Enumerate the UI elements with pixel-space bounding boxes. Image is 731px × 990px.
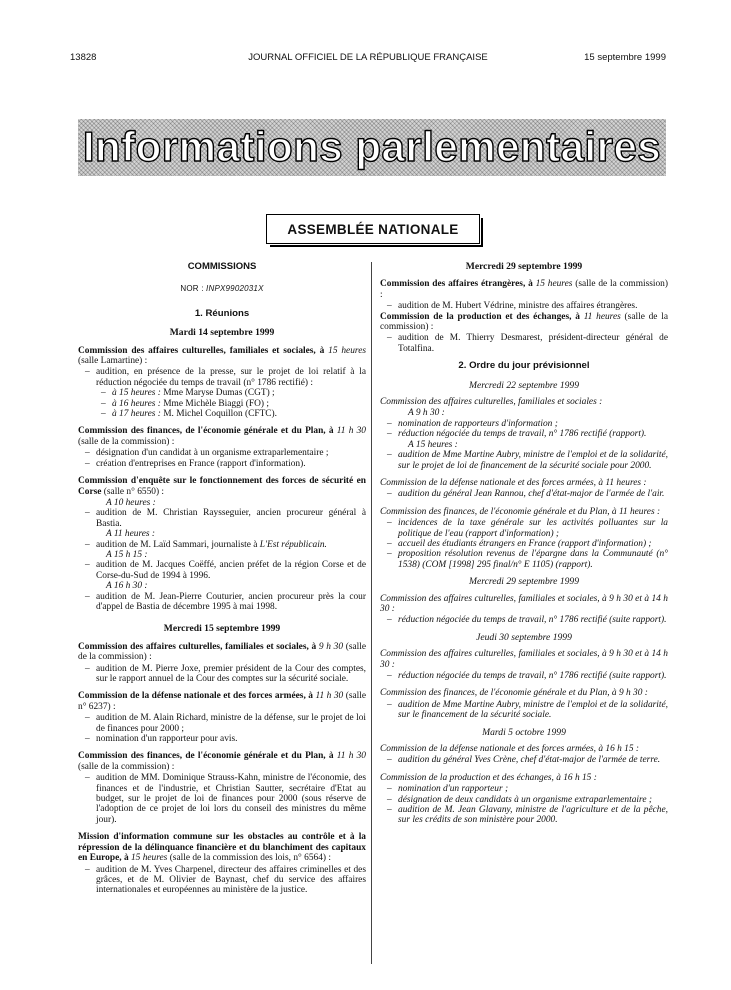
- list-item: – audition de M. Jacques Coëffé, ancien préfet de la région Corse et de Corse-du-Sud de 1994 à 1996.: [78, 560, 366, 581]
- list-item: – réduction négociée du temps de travail, n° 1786 rectifié (rapport).: [380, 429, 668, 439]
- time-label: A 10 heures :: [106, 497, 156, 508]
- subsection-title: 2. Ordre du jour prévisionnel: [458, 360, 590, 372]
- committee-entry: Commission des finances, de l'économie générale et du Plan, à 11 heures :: [380, 506, 661, 517]
- date-heading: Mercredi 29 septembre 1999: [465, 261, 583, 272]
- issue-date: 15 septembre 1999: [584, 52, 666, 63]
- list-item: – audition de MM. Dominique Strauss-Kahn, ministre de l'économie, des finances et de l'industrie, et Christian Sautter, secrétaire d'Etat au budget, sur le projet de loi de finances pour 2000 (sous réserve de l'adoption de ce projet de loi lors du conseil des ministres du même jour).: [78, 773, 366, 825]
- committee-entry: Commission des affaires culturelles, familiales et sociales, à 15 heures (salle Lamartine) :: [78, 345, 366, 367]
- committee-entry: Commission des finances, de l'économie générale et du Plan, à 9 h 30 :: [380, 688, 648, 699]
- list-item: – audition de M. Yves Charpenel, directeur des affaires criminelles et des grâces, et de M. Olivier de Baynast, chef du service des affaires internationales et européennes au ministère de la justice.: [78, 865, 366, 896]
- list-item: – audition, en présence de la presse, sur le projet de loi relatif à la réduction négociée du temps de travail (n° 1786 rectifié) :: [78, 367, 366, 388]
- committee-entry: Commission des affaires culturelles, familiales et sociales, à 9 h 30 et à 14 h 30 :: [380, 593, 668, 614]
- section-banner: [78, 119, 666, 176]
- committee-entry: Commission de la défense nationale et des forces armées, à 11 heures :: [380, 477, 647, 488]
- list-item: – audition de M. Pierre Joxe, premier président de la Cour des comptes, sur le rapport annuel de la Cour des comptes sur la sécurité sociale.: [78, 664, 366, 685]
- section-title: COMMISSIONS: [187, 261, 257, 272]
- list-item: – désignation d'un candidat à un organisme extraparlementaire ;: [78, 448, 366, 458]
- list-item: – audition de Mme Martine Aubry, ministre de l'emploi et de la solidarité, sur le projet de loi de financement de la sécurité sociale pour 2000.: [380, 450, 668, 471]
- committee-entry: Commission de la défense nationale et des forces armées, à 16 h 15 :: [380, 744, 639, 755]
- committee-entry: Commission des affaires étrangères, à 15 heures (salle de la commission) :: [380, 279, 668, 300]
- list-item: – réduction négociée du temps de travail, n° 1786 rectifié (suite rapport).: [380, 615, 668, 625]
- list-item: – à 17 heures : M. Michel Coquillon (CFTC).: [78, 409, 366, 419]
- date-heading: Mercredi 15 septembre 1999: [163, 623, 281, 635]
- date-heading: Mardi 14 septembre 1999: [169, 327, 275, 339]
- list-item: – audition de M. Laïd Sammari, journaliste à L'Est républicain.: [78, 540, 366, 550]
- committee-entry: Commission de la production et des échanges, à 16 h 15 :: [380, 772, 597, 783]
- committee-entry: Mission d'information commune sur les obstacles au contrôle et à la répression de la délinquance financière et du blanchiment des capitaux en Europe, à 15 heures (salle de la commission des lois, n° 6564) :: [78, 832, 366, 864]
- column-divider: [371, 262, 372, 964]
- page-number: 13828: [70, 52, 97, 63]
- committee-entry: Commission des affaires culturelles, familiales et sociales :: [380, 397, 603, 408]
- committee-entry: Commission d'enquête sur le fonctionnement des forces de sécurité en Corse (salle n° 6550) :: [78, 476, 366, 497]
- list-item: – réduction négociée du temps de travail, n° 1786 rectifié (suite rapport).: [380, 671, 668, 681]
- date-heading: Mardi 5 octobre 1999: [482, 726, 566, 738]
- list-item: – création d'entreprises en France (rapport d'information).: [78, 459, 366, 469]
- time-label: A 11 heures :: [106, 529, 156, 540]
- list-item: – nomination d'un rapporteur ;: [380, 784, 668, 794]
- time-label: A 9 h 30 :: [408, 408, 445, 419]
- list-item: – à 16 heures : Mme Michèle Biaggi (FO) ;: [78, 399, 366, 409]
- committee-entry: Commission de la défense nationale et des forces armées, à 11 h 30 (salle n° 6237) :: [78, 691, 366, 712]
- page-header: [70, 52, 666, 66]
- date-heading: Mercredi 29 septembre 1999: [468, 576, 580, 588]
- date-heading: Jeudi 30 septembre 1999: [476, 631, 572, 643]
- list-item: – proposition résolution revenus de l'épargne dans la Communauté (n° 1538) (COM [1998] 295 final/n° E 1105) (rapport).: [380, 549, 668, 570]
- time-label: A 15 heures :: [408, 439, 458, 450]
- list-item: – audition de M. Jean-Pierre Couturier, ancien procureur près la cour d'appel de Bastia de décembre 1995 à mai 1998.: [78, 592, 366, 613]
- list-item: – accueil des étudiants étrangers en France (rapport d'information) ;: [380, 539, 668, 549]
- list-item: – audition de M. Thierry Desmarest, président-directeur général de Totalfina.: [380, 333, 668, 354]
- nor-reference: NOR : INPX9902031X: [180, 284, 264, 294]
- time-label: A 15 h 15 :: [106, 549, 148, 560]
- banner-title: Informations parlementaires: [82, 123, 662, 170]
- list-item: – nomination d'un rapporteur pour avis.: [78, 734, 366, 744]
- list-item: – audition de M. Alain Richard, ministre de la défense, sur le projet de loi de finances pour 2000 ;: [78, 713, 366, 734]
- subsection-title: 1. Réunions: [194, 307, 250, 319]
- time-label: A 16 h 30 :: [106, 581, 148, 592]
- list-item: – nomination de rapporteurs d'information ;: [380, 419, 668, 429]
- list-item: – audition de Mme Martine Aubry, ministre de l'emploi et de la solidarité, sur le financement de la sécurité sociale.: [380, 700, 668, 721]
- list-item: – audition de M. Jean Glavany, ministre de l'agriculture et de la pêche, sur les crédits de son ministère pour 2000.: [380, 805, 668, 826]
- date-heading: Mercredi 22 septembre 1999: [468, 379, 580, 391]
- committee-entry: Commission des affaires culturelles, familiales et sociales, à 9 h 30 (salle de la commission) :: [78, 641, 367, 663]
- committee-entry: Commission des finances, de l'économie générale et du Plan, à 11 h 30 (salle de la commission) :: [78, 751, 366, 772]
- list-item: – audition du général Yves Crène, chef d'état-major de l'armée de terre.: [380, 755, 668, 765]
- list-item: – audition de M. Christian Raysseguier, ancien procureur général à Bastia.: [78, 508, 366, 529]
- committee-entry: Commission des affaires culturelles, familiales et sociales, à 9 h 30 et à 14 h 30 :: [380, 649, 668, 670]
- committee-entry: Commission des finances, de l'économie générale et du Plan, à 11 h 30 (salle de la commission) :: [78, 426, 366, 447]
- list-item: – désignation de deux candidats à un organisme extraparlementaire ;: [380, 795, 668, 805]
- committee-entry: Commission de la production et des échanges, à 11 heures (salle de la commission) :: [380, 311, 668, 333]
- left-column: [78, 262, 366, 896]
- list-item: – audition du général Jean Rannou, chef d'état-major de l'armée de l'air.: [380, 489, 668, 499]
- right-column: [380, 262, 668, 826]
- assembly-title: ASSEMBLÉE NATIONALE: [266, 214, 480, 244]
- list-item: – incidences de la taxe générale sur les activités polluantes sur la politique de l'eau (rapport d'information) ;: [380, 518, 668, 539]
- journal-title: JOURNAL OFFICIEL DE LA RÉPUBLIQUE FRANÇAISE: [248, 52, 488, 63]
- list-item: – à 15 heures : Mme Maryse Dumas (CGT) ;: [78, 388, 366, 398]
- list-item: – audition de M. Hubert Védrine, ministre des affaires étrangères.: [380, 301, 668, 311]
